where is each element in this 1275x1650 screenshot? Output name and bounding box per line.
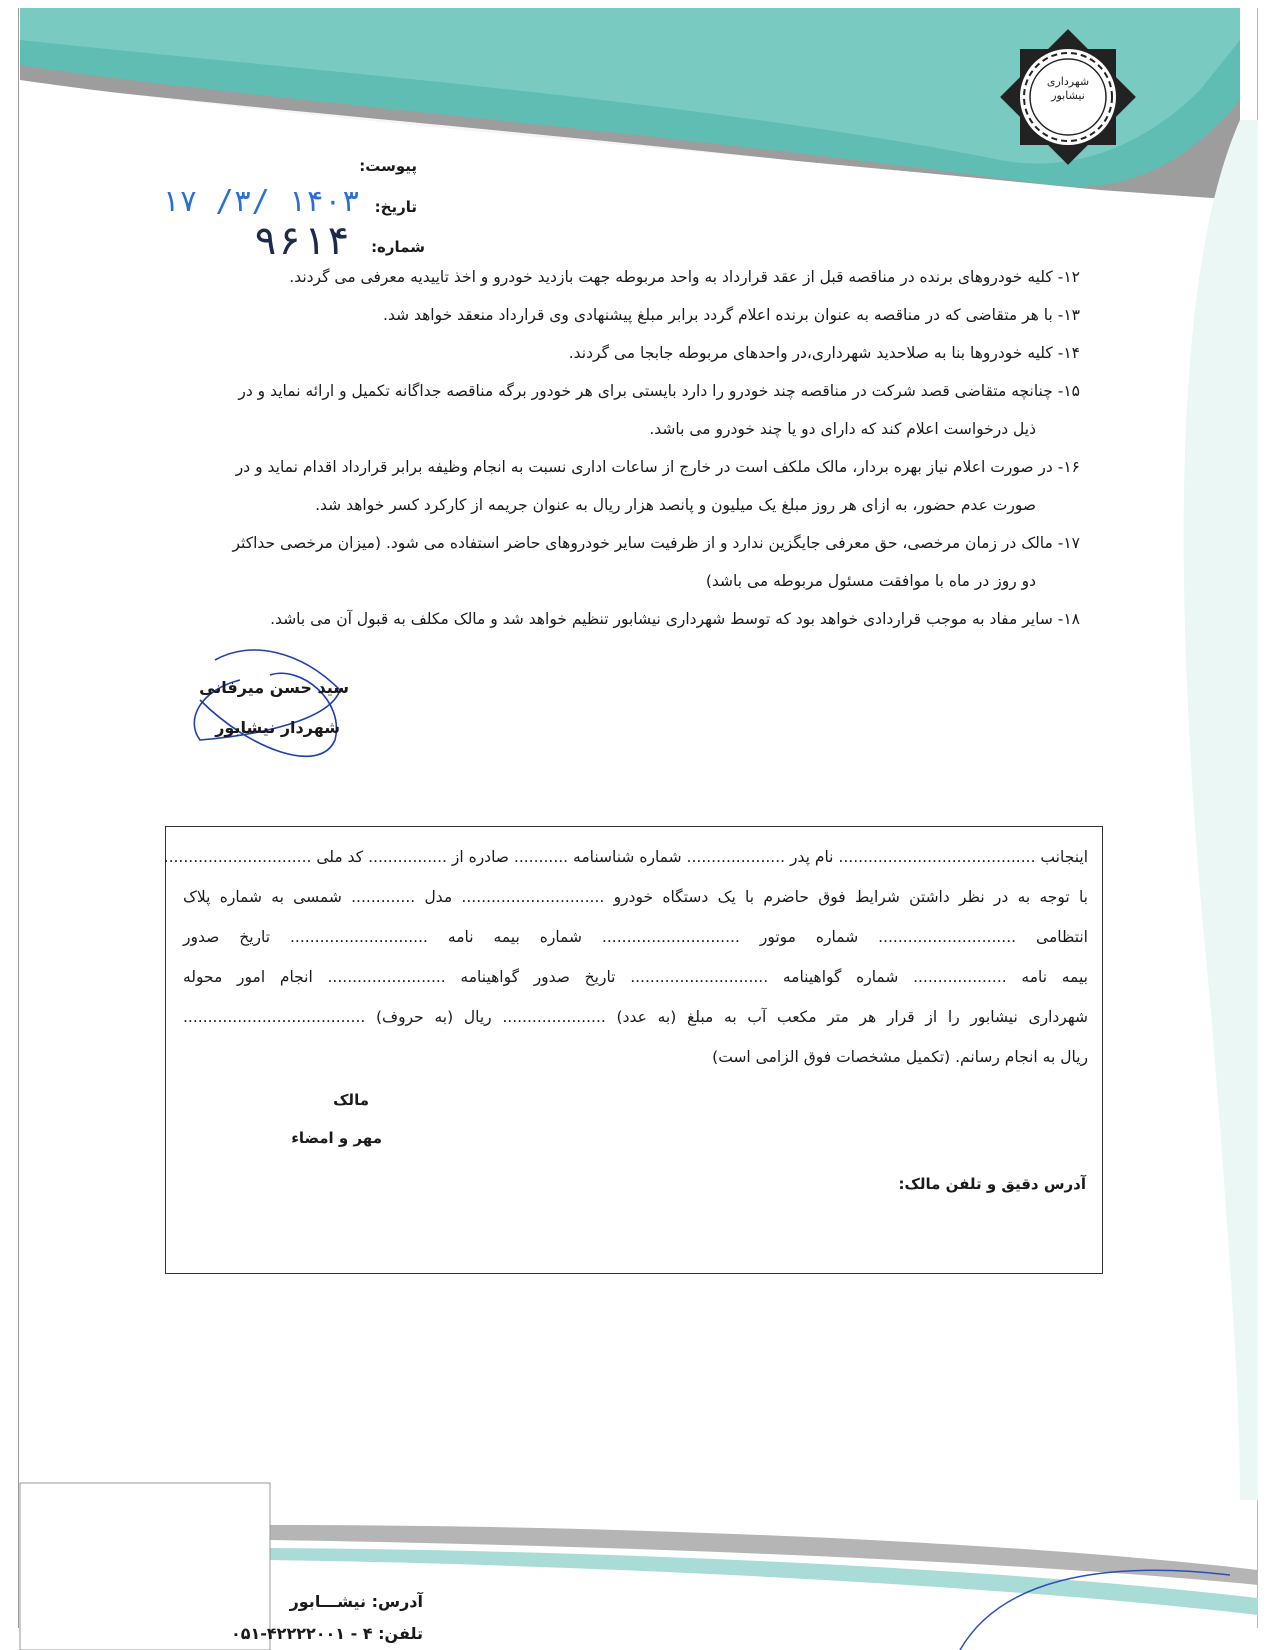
number-label: شماره:	[371, 238, 425, 256]
form-line-5: شهرداری نیشابور را از قرار هر متر مکعب آب به مبلغ (به عدد) ..................... ریال (به حروف) .....................................	[183, 1008, 1088, 1026]
form-line-3: انتظامی ............................ شماره موتور ............................ شماره بیمه نامه ............................ تاریخ صدور	[183, 928, 1088, 946]
owner-address-label: آدرس دقیق و تلفن مالک:	[898, 1175, 1086, 1193]
term-item-17-cont: دو روز در ماه با موافقت مسئول مربوطه می باشد)	[705, 572, 1036, 590]
attachment-label: پیوست:	[359, 157, 417, 175]
logo-text-top: شهرداری	[1046, 75, 1090, 88]
date-value: ۱۴۰۳ /۳/ ۱۷	[161, 184, 360, 219]
term-item-13: ۱۳- با هر متقاضی که در مناقصه به عنوان برنده اعلام گردد برابر مبلغ پیشنهادی وی قرارداد منعقد خواهد شد.	[383, 306, 1080, 324]
term-item-15: ۱۵- چنانچه متقاضی قصد شرکت در مناقصه چند خودرو را دارد بایستی برای هر خودور برگه مناقصه جداگانه تکمیل و ارائه نماید و در	[238, 382, 1080, 400]
owner-label: مالک	[333, 1091, 369, 1109]
form-line-2: با توجه به در نظر داشتن شرایط فوق حاضرم با یک دستگاه خودرو ............................. مدل ............. شمسی به شماره پلاک	[183, 888, 1088, 906]
seal-label: مهر و امضاء	[291, 1129, 382, 1147]
signature-scribble	[194, 650, 340, 756]
logo-text-bottom: نیشابور	[1051, 89, 1085, 102]
form-line-1: اینجانب ........................................ نام پدر .................... شماره شناسنامه ........... صادره از ................ کد ملی ..............................	[163, 848, 1088, 866]
owner-form-lines	[163, 837, 1088, 1077]
owner-form	[165, 826, 1103, 1274]
date-label: تاریخ:	[374, 198, 417, 216]
term-item-14: ۱۴- کلیه خودروها بنا به صلاحدید شهرداری،در واحدهای مربوطه جابجا می گردند.	[568, 344, 1080, 362]
footer-address: آدرس: نیشـــابور	[289, 1592, 423, 1611]
term-item-15-cont: ذیل درخواست اعلام کند که دارای دو یا چند خودرو می باشد.	[649, 420, 1036, 438]
signatory-title: شهردار نیشابور	[215, 718, 340, 737]
form-line-6: ریال به انجام رسانم. (تکمیل مشخصات فوق الزامی است)	[712, 1048, 1088, 1066]
number-value: ۹۶۱۴	[253, 218, 350, 264]
terms-list	[120, 258, 1080, 638]
form-line-4: بیمه نامه ................... شماره گواهینامه ............................ تاریخ صدور گواهینامه ........................ انجام امور محوله	[183, 968, 1088, 986]
signatory-name: سید حسن میرفانی	[199, 678, 349, 697]
right-side-wave	[1184, 120, 1258, 1500]
term-item-12: ۱۲- کلیه خودروهای برنده در مناقصه قبل از عقد قرارداد به واحد مربوطه جهت بازدید خودرو و اخذ تاییدیه معرفی می گردند.	[289, 268, 1080, 286]
term-item-16: ۱۶- در صورت اعلام نیاز بهره بردار، مالک ملکف است در خارج از ساعات اداری نسبت به انجام وظیفه برابر قرارداد اقدام نماید و در	[235, 458, 1080, 476]
term-item-18: ۱۸- سایر مفاد به موجب قراردادی خواهد بود که توسط شهرداری نیشابور تنظیم خواهد شد و مالک مکلف به قبول آن می باشد.	[270, 610, 1080, 628]
logo-text	[1043, 75, 1093, 103]
footer-phone: تلفن: ۴ - ۴۲۲۲۲۰۰۱-۰۵۱	[230, 1624, 423, 1643]
term-item-16-cont: صورت عدم حضور، به ازای هر روز مبلغ یک میلیون و پانصد هزار ریال به عنوان جریمه از کارکرد کسر خواهد شد.	[315, 496, 1036, 514]
term-item-17: ۱۷- مالک در زمان مرخصی، حق معرفی جایگزین ندارد و از ظرفیت سایر خودروهای حاضر استفاده می شود. (میزان مرخصی حداکثر	[232, 534, 1080, 552]
